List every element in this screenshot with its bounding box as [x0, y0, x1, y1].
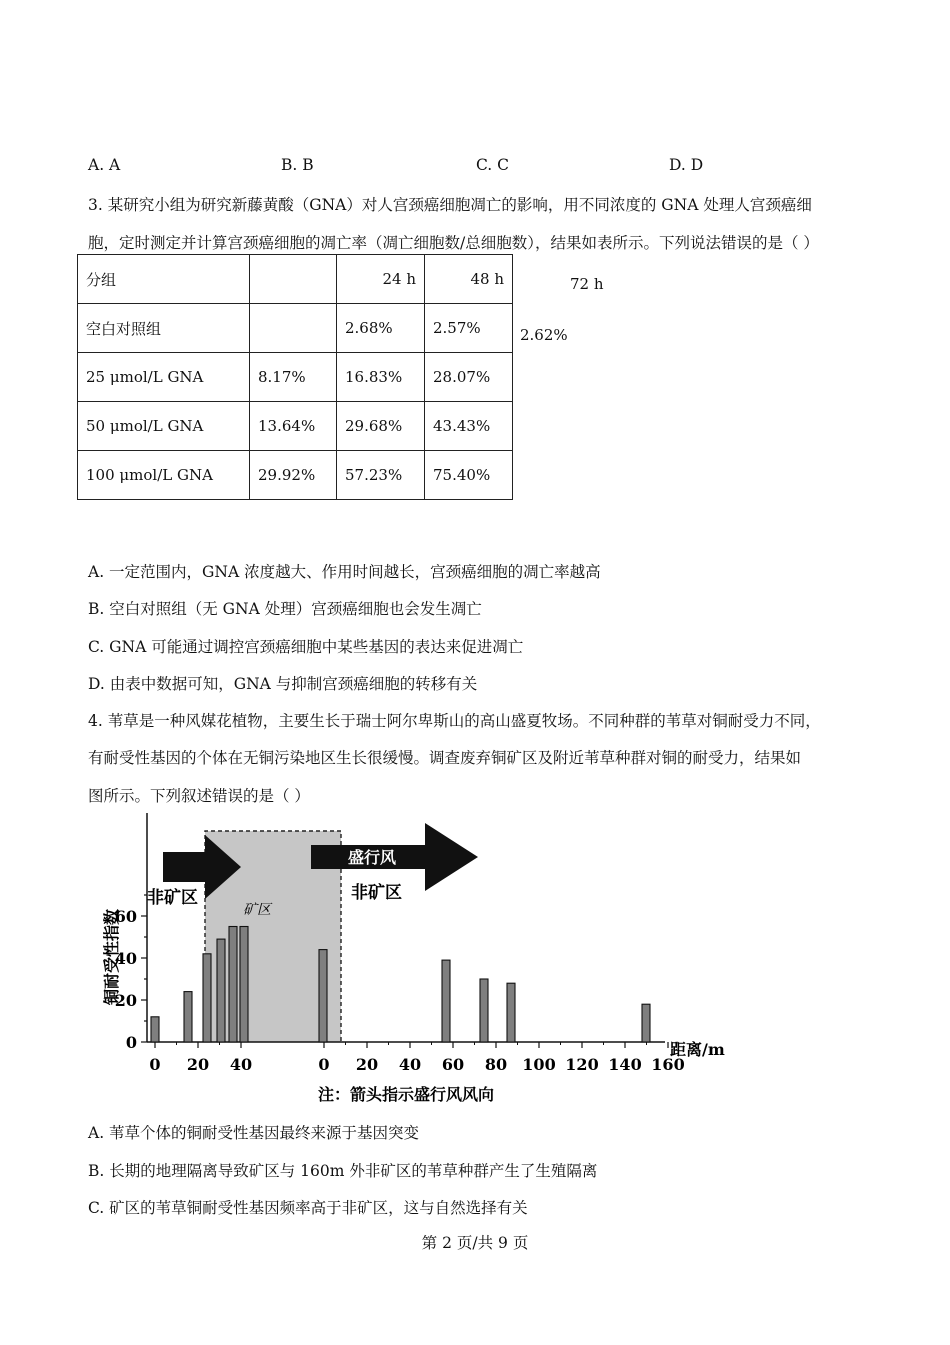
table-cell: 29.92%: [250, 451, 337, 500]
x-tick-label: 60: [441, 1055, 465, 1074]
q3-stem-line2: 胞，定时测定并计算宫颈癌细胞的凋亡率（凋亡细胞数/总细胞数），结果如表所示。下列说法错误的是（ ）: [88, 234, 819, 252]
q3-stem-line1: 3. 某研究小组为研究新藤黄酸（GNA）对人宫颈癌细胞凋亡的影响，用不同浓度的 GNA 处理人宫颈癌细: [88, 196, 812, 214]
wind-label: 盛行风: [348, 848, 397, 867]
y-axis-title: 铜耐受性指数: [102, 908, 121, 1006]
x-tick-label: 20: [355, 1055, 379, 1074]
q4-option-a: A. 苇草个体的铜耐受性基因最终来源于基因突变: [88, 1124, 420, 1142]
table-cell: 57.23%: [337, 451, 425, 500]
x-tick-label: 160: [651, 1055, 685, 1074]
q3-option-a: A. 一定范围内，GNA 浓度越大、作用时间越长，宫颈癌细胞的凋亡率越高: [88, 563, 601, 581]
region-label-right: 非矿区: [351, 883, 402, 903]
y-tick-label: 40: [114, 949, 137, 968]
bar: [217, 939, 225, 1042]
y-tick-label: 0: [125, 1033, 137, 1052]
region-label-left: 非矿区: [147, 888, 198, 908]
table-cell: 8.17%: [250, 353, 337, 402]
option-c: C. C: [476, 156, 510, 174]
q3-option-c: C. GNA 可能通过调控宫颈癌细胞中某些基因的表达来促进凋亡: [88, 638, 524, 656]
bar: [240, 927, 248, 1043]
page-footer: 第 2 页/共 9 页: [421, 1234, 529, 1252]
copper-tolerance-chart: [95, 805, 745, 1110]
x-tick-label: 80: [484, 1055, 508, 1074]
bar: [642, 1004, 650, 1042]
header-72h: 72 h: [570, 275, 604, 293]
x-tick-label: 120: [565, 1055, 599, 1074]
table-row: [78, 402, 513, 451]
table-row: [78, 353, 513, 402]
row-label: 100 μmol/L GNA: [78, 451, 250, 500]
x-tick-label: 100: [522, 1055, 556, 1074]
header-group: 分组: [78, 255, 250, 304]
table-cell: 16.83%: [337, 353, 425, 402]
table-cell: 75.40%: [425, 451, 513, 500]
header-48h: 48 h: [425, 255, 513, 304]
x-tick-label: 0: [318, 1055, 330, 1074]
y-tick-label: 20: [114, 991, 137, 1010]
x-tick-label: 0: [149, 1055, 161, 1074]
bar: [507, 983, 515, 1042]
option-a: A. A: [88, 156, 121, 174]
table-cell: 29.68%: [337, 402, 425, 451]
header-24h: 24 h: [337, 255, 425, 304]
table-cell: 13.64%: [250, 402, 337, 451]
bar: [203, 954, 211, 1042]
x-tick-label: 140: [608, 1055, 642, 1074]
table-row: [78, 304, 513, 353]
table-cell: 43.43%: [425, 402, 513, 451]
q4-stem-line1: 4. 苇草是一种风媒花植物，主要生长于瑞士阿尔卑斯山的高山盛夏牧场。不同种群的苇草对铜耐受力不同，: [88, 712, 821, 730]
table-cell-overflow: 2.62%: [520, 326, 568, 344]
bar: [184, 992, 192, 1042]
x-tick-label: 40: [229, 1055, 253, 1074]
y-tick-label: 60: [114, 907, 137, 926]
bar: [442, 960, 450, 1042]
x-axis-title: 距离/m: [670, 1040, 725, 1059]
bar: [480, 979, 488, 1042]
table-header-row: [78, 255, 513, 304]
q4-stem-line2: 有耐受性基因的个体在无铜污染地区生长很缓慢。调查废弃铜矿区及附近苇草种群对铜的耐受力，结果如: [88, 749, 802, 767]
bar: [151, 1017, 159, 1042]
option-b: B. B: [281, 156, 314, 174]
table-row: [78, 451, 513, 500]
q4-stem-line3: 图所示。下列叙述错误的是（ ）: [88, 787, 310, 805]
table-cell: 2.68%: [337, 304, 425, 353]
row-label: 空白对照组: [78, 304, 250, 353]
option-d: D. D: [669, 156, 704, 174]
q4-option-b: B. 长期的地理隔离导致矿区与 160m 外非矿区的苇草种群产生了生殖隔离: [88, 1162, 598, 1180]
apoptosis-table: [77, 254, 513, 500]
region-label-mine: 矿区: [243, 902, 271, 918]
q3-option-d: D. 由表中数据可知，GNA 与抑制宫颈癌细胞的转移有关: [88, 675, 478, 693]
q3-option-b: B. 空白对照组（无 GNA 处理）宫颈癌细胞也会发生凋亡: [88, 600, 482, 618]
bar: [319, 950, 327, 1042]
table-cell: 28.07%: [425, 353, 513, 402]
figure-note: 注：箭头指示盛行风风向: [318, 1085, 495, 1104]
table-cell: 2.57%: [425, 304, 513, 353]
x-tick-label: 40: [398, 1055, 422, 1074]
row-label: 50 μmol/L GNA: [78, 402, 250, 451]
row-label: 25 μmol/L GNA: [78, 353, 250, 402]
q4-option-c: C. 矿区的苇草铜耐受性基因频率高于非矿区，这与自然选择有关: [88, 1199, 528, 1217]
x-tick-label: 20: [186, 1055, 210, 1074]
bar: [229, 927, 237, 1043]
